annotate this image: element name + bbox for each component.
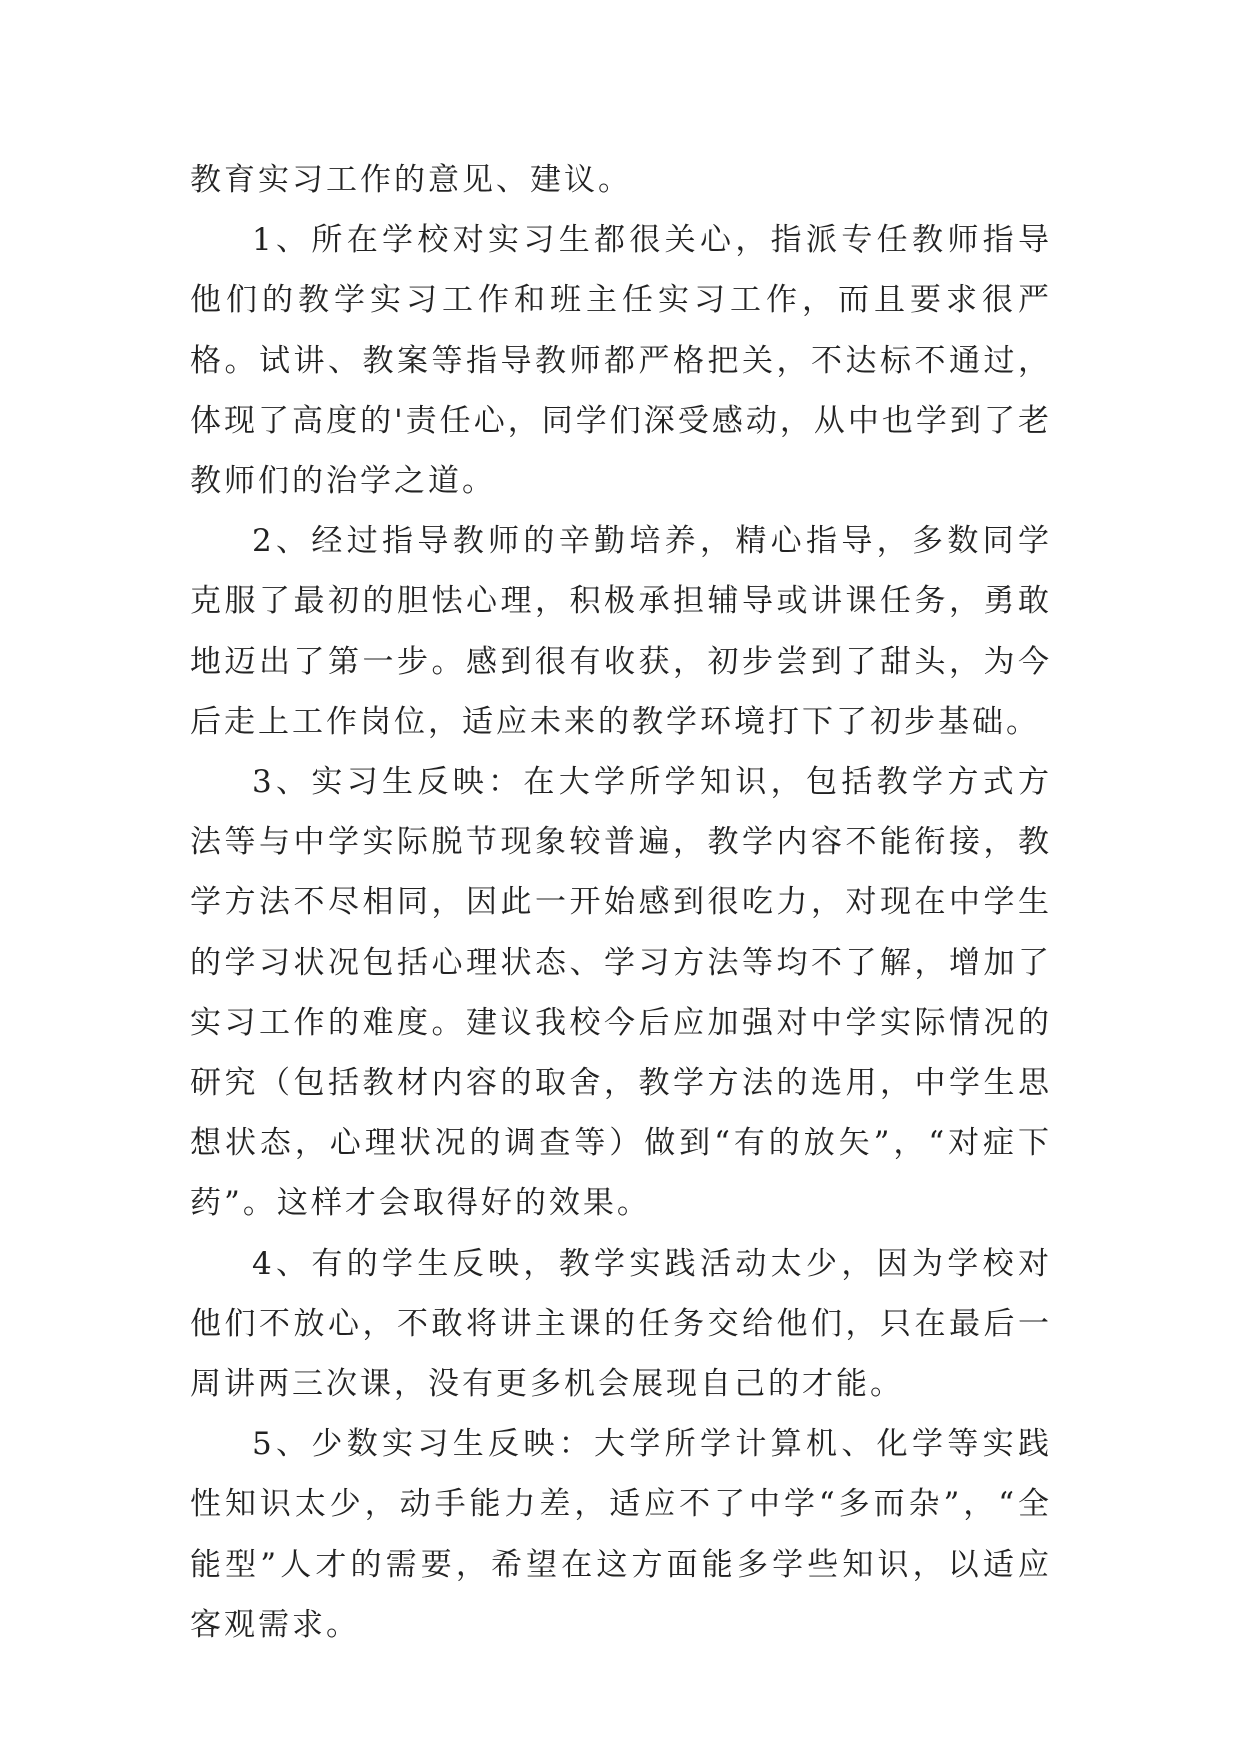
document-body [190, 150, 1052, 1655]
paragraph-1: 1、所在学校对实习生都很关心，指派专任教师指导他们的教学实习工作和班主任实习工作，而且要求很严格。试讲、教案等指导教师都严格把关，不达标不通过，体现了高度的'责任心，同学们深受感动，从中也学到了老教师们的治学之道。 [190, 222, 1052, 500]
paragraph-2: 2、经过指导教师的辛勤培养，精心指导，多数同学克服了最初的胆怯心理，积极承担辅导或讲课任务，勇敢地迈出了第一步。感到很有收获，初步尝到了甜头，为今后走上工作岗位，适应未来的教学环境打下了初步基础。 [190, 523, 1052, 740]
paragraph-4: 4、有的学生反映，教学实践活动太少，因为学校对他们不放心，不敢将讲主课的任务交给他们，只在最后一周讲两三次课，没有更多机会展现自己的才能。 [190, 1245, 1052, 1403]
paragraph-3: 3、实习生反映：在大学所学知识，包括教学方式方法等与中学实际脱节现象较普遍，教学内容不能衔接，教学方法不尽相同，因此一开始感到很吃力，对现在中学生的学习状况包括心理状态、学习方法等均不了解，增加了实习工作的难度。建议我校今后应加强对中学实际情况的研究（包括教材内容的取舍，教学方法的选用，中学生思想状态，心理状况的调查等）做到“有的放矢”，“对症下药”。这样才会取得好的效果。 [190, 764, 1052, 1222]
paragraph-5: 5、少数实习生反映：大学所学计算机、化学等实践性知识太少，动手能力差，适应不了中学“多而杂”，“全能型”人才的需要，希望在这方面能多学些知识，以适应客观需求。 [190, 1426, 1052, 1643]
intro-paragraph: 教育实习工作的意见、建议。 [190, 162, 632, 198]
